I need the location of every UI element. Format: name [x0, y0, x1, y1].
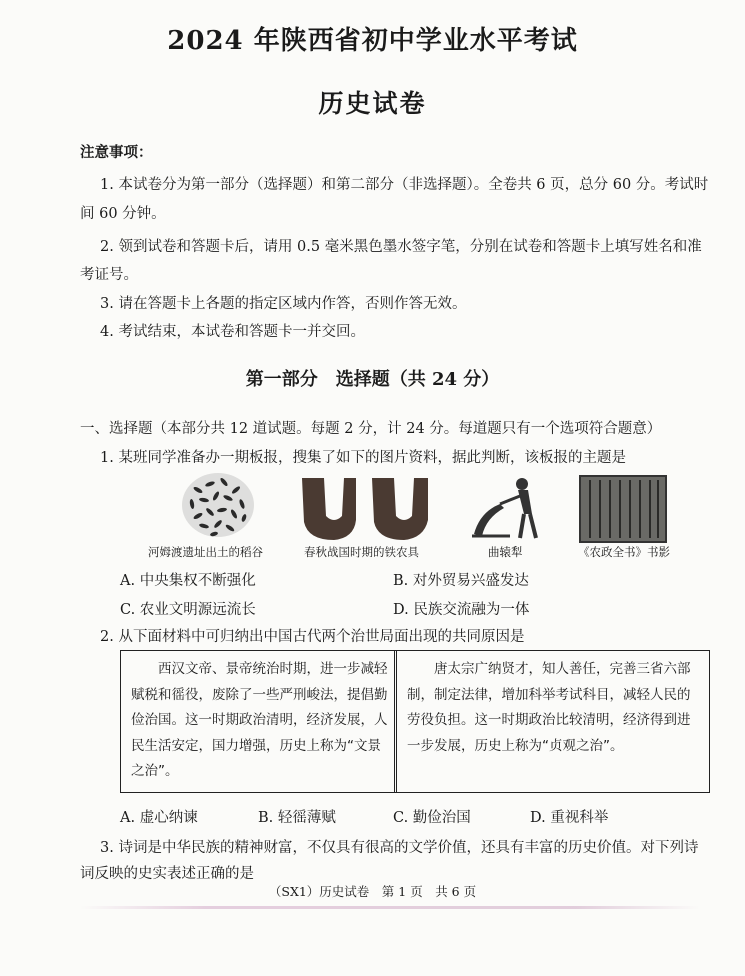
question-3-stem-line-1: 3. 诗词是中华民族的精神财富，不仅具有很高的文学价值，还具有丰富的历史价值。对下列诗: [100, 840, 699, 856]
book-cover-image: [578, 474, 668, 544]
q1-caption-book: 《农政全书》书影: [578, 545, 670, 559]
curved-plow-image: [470, 474, 550, 542]
q1-caption-rice: 河姆渡遗址出土的稻谷: [148, 545, 263, 559]
q1-option-d: D. 民族交流融为一体: [393, 602, 530, 618]
q2-material-right: 唐太宗广纳贤才，知人善任，完善三省六部制，制定法律，增加科举考试科目，减轻人民的劳役负担。这一时期政治比较清明，经济得到进一步发展，历史上称为“贞观之治”。: [407, 661, 691, 754]
rice-grains-image: [178, 470, 258, 540]
q2-material-left: 西汉文帝、景帝统治时期，进一步减轻赋税和徭役，废除了一些严刑峻法，提倡勤俭治国。这一时期政治清明，经济发展，人民生活安定，国力增强，历史上称为“文景之治”。: [131, 661, 388, 779]
notice-item-1-line-1: 1. 本试卷分为第一部分（选择题）和第二部分（非选择题）。全卷共 6 页，总分 60 分。考试时: [100, 177, 709, 193]
q2-option-c: C. 勤俭治国: [393, 810, 471, 826]
notice-item-2-line-1: 2. 领到试卷和答题卡后，请用 0.5 毫米黑色墨水签字笔，分别在试卷和答题卡上填写姓名和准: [100, 239, 702, 255]
section-title: 第一部分 选择题（共 24 分）: [245, 369, 500, 390]
notice-item-1-line-2: 间 60 分钟。: [80, 206, 166, 222]
q1-option-a: A. 中央集权不断强化: [120, 573, 256, 589]
exam-subject: 历史试卷: [318, 89, 427, 118]
q1-option-c: C. 农业文明源远流长: [120, 602, 256, 618]
q2-option-d: D. 重视科举: [530, 810, 609, 826]
notice-item-2-line-2: 考证号。: [80, 267, 138, 283]
q2-option-b: B. 轻徭薄赋: [258, 810, 336, 826]
section-intro: 一、选择题（本部分共 12 道试题。每题 2 分，计 24 分。每道题只有一个选项符合题意）: [80, 421, 662, 437]
q1-option-b: B. 对外贸易兴盛发达: [393, 573, 529, 589]
page-footer: （SX1）历史试卷 第 1 页 共 6 页: [268, 884, 477, 899]
question-1-stem: 1. 某班同学准备办一期板报，搜集了如下的图片资料，据此判断，该板报的主题是: [100, 450, 626, 466]
notice-heading: 注意事项：: [80, 144, 153, 161]
q1-caption-plow: 曲辕犁: [488, 545, 523, 559]
q2-option-a: A. 虚心纳谏: [120, 810, 198, 826]
notice-item-3: 3. 请在答题卡上各题的指定区域内作答，否则作答无效。: [100, 296, 467, 312]
exam-title: 2024 年陕西省初中学业水平考试: [167, 26, 578, 56]
q1-caption-iron-tools: 春秋战国时期的铁农具: [304, 545, 419, 559]
scan-artifact: [80, 906, 700, 909]
q2-material-table: [120, 650, 710, 793]
question-2-stem: 2. 从下面材料中可归纳出中国古代两个治世局面出现的共同原因是: [100, 629, 525, 645]
question-3-stem-line-2: 词反映的史实表述正确的是: [80, 866, 254, 882]
q2-material-divider: [394, 651, 397, 792]
iron-tools-image: [296, 472, 436, 544]
notice-item-4: 4. 考试结束，本试卷和答题卡一并交回。: [100, 324, 365, 340]
